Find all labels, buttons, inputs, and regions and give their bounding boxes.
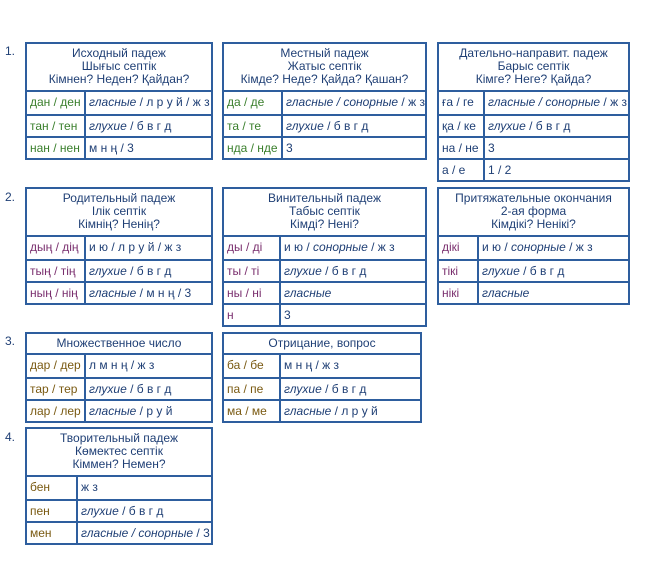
table-row: [224, 114, 425, 136]
rule-cell: [86, 401, 211, 421]
table-header: [224, 44, 425, 92]
rule-italic: гласные: [482, 286, 530, 300]
rule-italic: глухие: [81, 504, 119, 518]
suffix-cell: ты / ті: [224, 261, 281, 281]
table-row: [439, 281, 628, 303]
rule-plain: / 3: [193, 526, 210, 540]
table-row: [224, 303, 425, 325]
table-header: [27, 44, 211, 92]
rule-italic: гласные: [89, 404, 137, 418]
suffix-cell: дар / дер: [27, 355, 86, 377]
rule-italic: сонорные: [511, 240, 566, 254]
rule-plain: м н ң / ж з: [284, 358, 340, 372]
rule-cell: [283, 138, 425, 158]
header-line: Родительный падеж: [62, 191, 176, 205]
table-locative-case: [222, 42, 427, 160]
table-row: [27, 114, 211, 136]
rule-plain: / б в г д: [118, 504, 164, 518]
rule-italic: гласные / сонорные: [81, 526, 194, 540]
table-row: [27, 355, 211, 377]
suffix-cell: пен: [27, 501, 78, 521]
rule-cell: [281, 355, 420, 377]
header-line: Местный падеж: [280, 46, 369, 60]
rule-plain: / ж з: [565, 240, 593, 254]
suffix-cell: ның / нің: [27, 283, 86, 303]
rule-cell: [283, 116, 425, 136]
rule-cell: [78, 501, 211, 521]
section-number-4: 4.: [5, 430, 16, 444]
rule-plain: / ж з: [600, 95, 627, 109]
rule-cell: [86, 237, 211, 259]
rule-plain: л м н ң / ж з: [89, 358, 155, 372]
table-header: [27, 429, 211, 477]
rule-cell: [479, 261, 628, 281]
rule-plain: / б в г д: [321, 264, 367, 278]
rule-plain: 3: [284, 308, 291, 322]
rule-italic: глухие: [89, 382, 127, 396]
table-row: [224, 92, 425, 114]
table-row: [224, 355, 420, 377]
table-row: [224, 259, 425, 281]
rule-cell: [479, 237, 628, 259]
rule-italic: гласные: [89, 286, 137, 300]
rule-cell: [281, 379, 420, 399]
rule-cell: [86, 138, 211, 158]
table-row: [27, 399, 211, 421]
table-row: [27, 281, 211, 303]
rule-cell: [479, 283, 628, 303]
rule-italic: гласные: [284, 404, 332, 418]
rule-plain: м н ң / 3: [89, 141, 134, 155]
suffix-cell: лар / лер: [27, 401, 86, 421]
header-line: Исходный падеж: [72, 46, 166, 60]
rule-cell: [485, 138, 628, 158]
table-instrumental-case: [25, 427, 213, 545]
header-line: Дательно-направит. падеж: [459, 46, 608, 60]
rule-cell: [485, 160, 628, 180]
table-header: [27, 189, 211, 237]
table-header: [224, 334, 420, 355]
table-negation-question: [222, 332, 422, 423]
table-row: [439, 237, 628, 259]
header-line: Кімнің? Ненің?: [78, 217, 160, 231]
rule-cell: [485, 92, 628, 114]
header-line: Кімде? Неде? Қайда? Қашан?: [240, 72, 409, 86]
header-line: Кіммен? Немен?: [72, 457, 166, 471]
header-line: Шығыс септік: [81, 59, 157, 73]
header-line: Притяжательные окончания: [455, 191, 612, 205]
rule-plain: / б в г д: [126, 119, 172, 133]
rule-italic: глухие: [286, 119, 324, 133]
suffix-cell: тар / тер: [27, 379, 86, 399]
suffix-cell: нікі: [439, 283, 479, 303]
table-row: [439, 114, 628, 136]
header-line: Көмектес септік: [75, 444, 163, 458]
rule-italic: глухие: [89, 119, 127, 133]
suffix-cell: мен: [27, 523, 78, 543]
table-row: [224, 136, 425, 158]
header-line: Творительный падеж: [59, 431, 178, 445]
rule-plain: 1 / 2: [488, 163, 512, 177]
suffix-cell: дың / дің: [27, 237, 86, 259]
rule-plain: / б в г д: [525, 119, 571, 133]
rule-italic: гласные: [284, 286, 332, 300]
rule-cell: [86, 116, 211, 136]
header-line: Табыс септік: [289, 204, 360, 218]
suffix-cell: ма / ме: [224, 401, 281, 421]
rule-cell: [86, 379, 211, 399]
rule-cell: [281, 237, 425, 259]
header-line: Отрицание, вопрос: [268, 336, 376, 350]
header-line: Кімдікі? Ненікі?: [491, 217, 576, 231]
suffix-cell: ды / ді: [224, 237, 281, 259]
rule-italic: глухие: [284, 264, 322, 278]
suffix-cell: ба / бе: [224, 355, 281, 377]
table-header: [439, 44, 628, 92]
table-row: [27, 92, 211, 114]
rule-cell: [281, 401, 420, 421]
header-line: Кімге? Неге? Қайда?: [475, 72, 592, 86]
suffix-cell: нан / нен: [27, 138, 86, 158]
header-line: Барыс септік: [497, 59, 570, 73]
rule-cell: [281, 305, 425, 325]
table-row: [27, 377, 211, 399]
suffix-cell: тың / тің: [27, 261, 86, 281]
table-row: [224, 281, 425, 303]
table-row: [439, 158, 628, 180]
rule-plain: / м н ң / 3: [136, 286, 192, 300]
table-row: [224, 399, 420, 421]
table-row: [27, 136, 211, 158]
suffix-cell: нда / нде: [224, 138, 283, 158]
table-row: [27, 477, 211, 499]
table-row: [439, 136, 628, 158]
rule-plain: и ю /: [284, 240, 314, 254]
rule-cell: [86, 92, 211, 114]
rule-plain: / ж з: [367, 240, 395, 254]
table-dative-case: [437, 42, 630, 182]
header-line: Кімнен? Неден? Қайдан?: [48, 72, 190, 86]
table-row: [27, 521, 211, 543]
suffix-cell: да / де: [224, 92, 283, 114]
table-accusative-case: [222, 187, 427, 327]
header-line: Множественное число: [56, 336, 182, 350]
header-line: Кімді? Нені?: [290, 217, 359, 231]
rule-cell: [86, 261, 211, 281]
rule-plain: / б в г д: [323, 119, 369, 133]
suffix-cell: бен: [27, 477, 78, 499]
header-line: 2-ая форма: [500, 204, 567, 218]
suffix-cell: н: [224, 305, 281, 325]
rule-cell: [78, 477, 211, 499]
section-number-2: 2.: [5, 190, 16, 204]
rule-plain: ж з: [81, 480, 98, 494]
section-number-3: 3.: [5, 334, 16, 348]
table-row: [27, 237, 211, 259]
rule-plain: / б в г д: [126, 382, 172, 396]
rule-plain: и ю / л р у й / ж з: [89, 240, 182, 254]
rule-italic: глухие: [488, 119, 526, 133]
rule-italic: сонорные: [313, 240, 368, 254]
rule-italic: глухие: [482, 264, 520, 278]
header-line: Жатыс септік: [287, 59, 362, 73]
rule-plain: / б в г д: [321, 382, 367, 396]
rule-plain: / б в г д: [519, 264, 565, 278]
suffix-cell: на / не: [439, 138, 485, 158]
rule-cell: [281, 261, 425, 281]
suffix-cell: па / пе: [224, 379, 281, 399]
table-row: [224, 377, 420, 399]
table-row: [27, 259, 211, 281]
rule-plain: / б в г д: [126, 264, 172, 278]
suffix-cell: дікі: [439, 237, 479, 259]
rule-cell: [86, 355, 211, 377]
rule-cell: [86, 283, 211, 303]
rule-plain: / р у й: [136, 404, 173, 418]
table-plural: [25, 332, 213, 423]
rule-italic: гласные / сонорные: [286, 95, 399, 109]
rule-cell: [78, 523, 211, 543]
rule-plain: / л р у й: [331, 404, 378, 418]
table-row: [27, 499, 211, 521]
rule-cell: [283, 92, 425, 114]
rule-italic: гласные / сонорные: [488, 95, 601, 109]
suffix-cell: дан / ден: [27, 92, 86, 114]
suffix-cell: а / е: [439, 160, 485, 180]
suffix-cell: тан / тен: [27, 116, 86, 136]
table-header: [27, 334, 211, 355]
suffix-cell: ны / ні: [224, 283, 281, 303]
rule-italic: гласные: [89, 95, 137, 109]
rule-cell: [485, 116, 628, 136]
table-row: [224, 237, 425, 259]
table-possessive-endings: [437, 187, 630, 305]
table-ablative-case: [25, 42, 213, 160]
rule-italic: глухие: [89, 264, 127, 278]
suffix-cell: та / те: [224, 116, 283, 136]
table-row: [439, 259, 628, 281]
rule-italic: глухие: [284, 382, 322, 396]
table-genitive-case: [25, 187, 213, 305]
suffix-cell: тікі: [439, 261, 479, 281]
rule-plain: 3: [286, 141, 293, 155]
rule-cell: [281, 283, 425, 303]
suffix-cell: қа / ке: [439, 116, 485, 136]
section-number-1: 1.: [5, 44, 16, 58]
rule-plain: / ж з: [398, 95, 425, 109]
rule-plain: 3: [488, 141, 495, 155]
table-row: [439, 92, 628, 114]
header-line: Винительный падеж: [268, 191, 381, 205]
table-header: [224, 189, 425, 237]
rule-plain: и ю /: [482, 240, 512, 254]
suffix-cell: ға / ге: [439, 92, 485, 114]
header-line: Ілік септік: [91, 204, 147, 218]
rule-plain: / л р у й / ж з: [136, 95, 210, 109]
table-header: [439, 189, 628, 237]
